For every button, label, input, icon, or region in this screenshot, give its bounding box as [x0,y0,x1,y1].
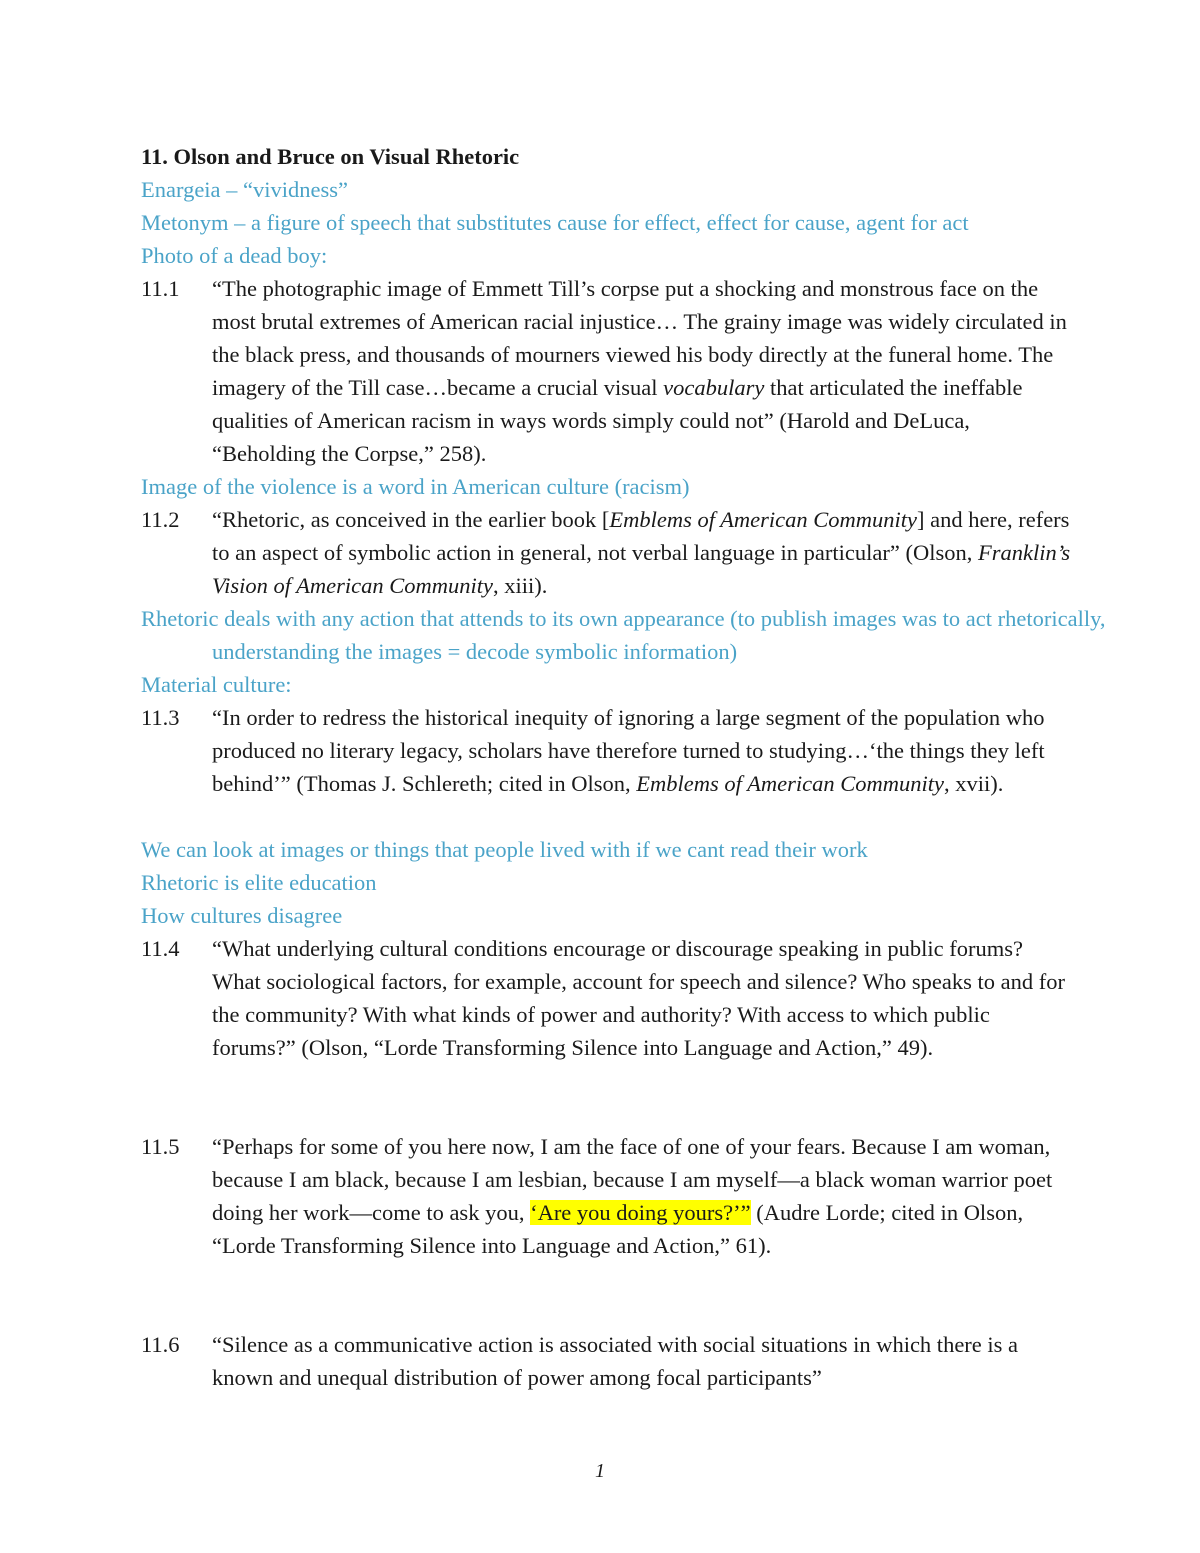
quote-text-part: that articulated the ineffable qualities of American racism in ways words simply could not” (Harold and DeLuca, “Beholding the Corpse,” 258). [212,375,1023,466]
quote-number: 11.6 [141,1332,180,1357]
quote-text: “Silence as a communicative action is associated with social situations in which there is a known and unequal distribution of power among focal participants” [212,1332,1019,1390]
note-elite-education: Rhetoric is elite education [141,870,377,895]
quote-11-3 [141,701,1071,800]
note-enargeia: Enargeia – “vividness” [141,177,349,202]
quote-text-part: “Perhaps for some of you here now, I am the face of one of your fears. Because I am woman, because I am black, because I am lesbian, because I am myself—a black woman warrior poet doing her work—come to ask you, [212,1134,1053,1225]
quote-text-part: (Audre Lorde; cited in Olson, “Lorde Transforming Silence into Language and Action,” 61). [212,1200,1024,1258]
quote-11-6 [141,1328,1071,1394]
page-number: 1 [595,1460,605,1482]
quote-text-emphasis: Emblems of American Community [609,507,918,532]
quote-text [212,701,1071,800]
quote-text [212,272,1071,470]
quote-text-part: ] and here, refers to an aspect of symbolic action in general, not verbal language in particular” (Olson, [212,507,1070,565]
quote-number: 11.5 [141,1134,180,1159]
quote-text-part: , xvii). [943,771,1004,796]
note-material-culture: Material culture: [141,672,292,697]
note-metonym: Metonym – a figure of speech that substitutes cause for effect, effect for cause, agent for act [141,210,969,235]
quote-11-4 [141,932,1071,1064]
quote-text-part: “Rhetoric, as conceived in the earlier book [ [212,507,610,532]
quote-text [212,503,1071,602]
quote-11-2 [141,503,1071,602]
quote-number: 11.2 [141,507,180,532]
quote-text: “What underlying cultural conditions encourage or discourage speaking in public forums? What sociological factors, for example, account for speech and silence? Who speaks to and for the community? With what kinds of power and authority? With access to which public forums?” (Olson, “Lorde Transforming Silence into Language and Action,” 49). [212,936,1066,1060]
quote-number: 11.4 [141,936,180,961]
highlighted-text: ‘Are you doing yours?’” [530,1200,751,1225]
note-rhetoric-deals: Rhetoric deals with any action that attends to its own appearance (to publish images was to act rhetorically, understanding the images = decode symbolic information) [141,606,1106,664]
section-heading: 11. Olson and Bruce on Visual Rhetoric [141,144,520,169]
quote-text-emphasis: vocabulary [663,375,765,400]
note-look-images: We can look at images or things that people lived with if we cant read their work [141,837,868,862]
quote-11-5 [141,1130,1071,1262]
quote-text-emphasis: Franklin’s Vision of American Community [212,540,1071,598]
quote-text-part: “In order to redress the historical inequity of ignoring a large segment of the population who produced no literary legacy, scholars have therefore turned to studying…‘the things they left behind’” (Thomas J. Schlereth; cited in Olson, [212,705,1045,796]
note-image-violence: Image of the violence is a word in American culture (racism) [141,474,690,499]
note-cultures-disagree: How cultures disagree [141,903,343,928]
quote-text-part: , xiii). [493,573,548,598]
quote-text-part: “The photographic image of Emmett Till’s corpse put a shocking and monstrous face on the most brutal extremes of American racial injustice… The grainy image was widely circulated in the black press, and thousands of mourners viewed his body directly at the funeral home. The imagery of the Till case…became a crucial visual [212,276,1067,400]
quote-11-1 [141,272,1071,470]
quote-number: 11.1 [141,276,180,301]
quote-number: 11.3 [141,705,180,730]
quote-text-emphasis: Emblems of American Community [636,771,944,796]
quote-text [212,1130,1071,1262]
note-photo: Photo of a dead boy: [141,243,328,268]
